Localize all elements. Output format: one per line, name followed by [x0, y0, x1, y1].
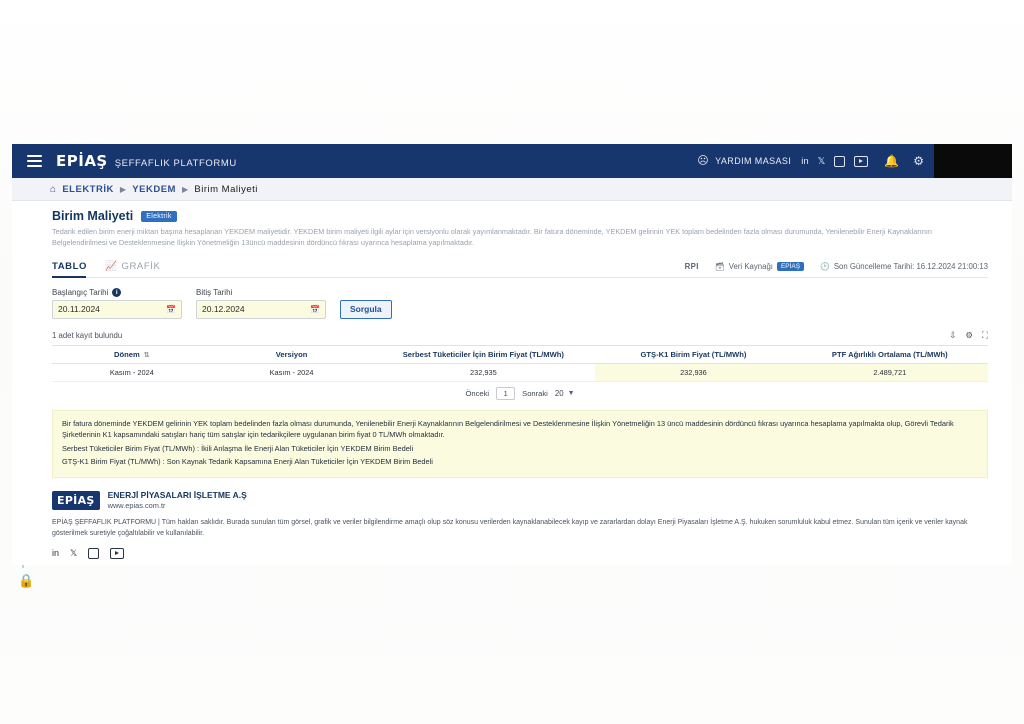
platform-name: ŞEFFAFLIK PLATFORMU	[114, 158, 237, 169]
tab-grafik[interactable]	[105, 261, 160, 272]
footer-company-name: ENERJİ PİYASALARI İŞLETME A.Ş	[107, 489, 247, 500]
record-count: 1 adet kayıt bulundu	[52, 330, 123, 340]
pagination-next[interactable]: Sonraki	[522, 388, 548, 398]
start-date-input[interactable]	[52, 300, 182, 319]
cell-versiyon: Kasım - 2024	[212, 363, 372, 381]
column-donem[interactable]	[52, 345, 212, 363]
help-desk-link[interactable]	[697, 156, 791, 167]
hamburger-icon[interactable]	[16, 155, 52, 167]
cell-donem: Kasım - 2024	[52, 363, 212, 381]
tab-grafik-label: GRAFİK	[121, 260, 161, 272]
data-source-label: Veri Kaynağı	[728, 261, 773, 271]
chevron-down-icon: ▼	[567, 389, 575, 397]
settings-icon[interactable]: ⚙	[965, 329, 974, 340]
data-source-badge: EPİAŞ	[777, 262, 804, 271]
breadcrumb-item-birim-maliyeti: Birim Maliyeti	[194, 183, 258, 195]
status-badge: Elektrik	[141, 211, 176, 222]
sort-icon[interactable]: ⇅	[143, 351, 150, 359]
column-versiyon[interactable]: Versiyon	[212, 345, 372, 363]
tab-tablo[interactable]	[52, 261, 87, 272]
rpi-label[interactable]: RPI	[684, 261, 699, 271]
end-date-value: 20.12.2024	[202, 304, 245, 315]
app-topbar	[12, 144, 1012, 178]
topbar-action-icons	[884, 154, 924, 168]
tabs	[52, 261, 988, 278]
info-icon[interactable]: i	[112, 288, 121, 297]
table-tools	[949, 330, 988, 341]
footer-brand	[52, 490, 988, 511]
footer-url[interactable]: www.epias.com.tr	[107, 501, 166, 511]
start-date-label-row	[52, 288, 182, 297]
query-button[interactable]: Sorgula	[340, 300, 392, 319]
last-update-label: Son Güncelleme Tarihi: 16.12.2024 21:00:13	[833, 261, 988, 271]
note-line-3: GTŞ-K1 Birim Fiyat (TL/MWh) : Son Kaynak Tedarik Kapsamına Enerji Alan Tüketiciler İçin YEKDEM Birim Bedeli	[62, 457, 433, 467]
column-ptf-agirlikli[interactable]: PTF Ağırlıklı Ortalama (TL/MWh)	[792, 345, 988, 363]
breadcrumb-item-elektrik[interactable]: ELEKTRİK	[62, 183, 114, 195]
breadcrumb-separator: ▶	[181, 184, 189, 194]
cell-gts-k1: 232,936	[595, 363, 791, 381]
end-date-label: Bitiş Tarihi	[196, 287, 233, 297]
last-update	[820, 262, 988, 271]
x-twitter-icon[interactable]: 𝕏	[817, 155, 826, 167]
pagination	[52, 387, 988, 400]
footer-legal-text: EPİAŞ ŞEFFAFLIK PLATFORMU | Tüm hakları saklıdır. Burada sunulan tüm görsel, grafik ve veriler bilgilendirme amaçlı olup söz konusu verilerden kaynaklanabilecek kayıp ve zararlardan dolayı Enerji Piyasaları İşletme A.Ş. hukuken sorumluluk kabul etmez. Sunulan tüm içerik ve veriler kaynak gösterilmek suretiyle çoğaltılabilir ve kullanılabilir.	[52, 519, 968, 538]
download-icon[interactable]: ⇩	[949, 329, 957, 340]
calendar-icon[interactable]: 📅	[310, 304, 320, 314]
column-serbest-tuketiciler[interactable]: Serbest Tüketiciler İçin Birim Fiyat (TL/MWh)	[371, 345, 595, 363]
instagram-icon[interactable]	[88, 548, 99, 559]
column-donem-label: Dönem	[114, 349, 140, 359]
help-desk-label: YARDIM MASASI	[715, 156, 792, 166]
instagram-icon[interactable]	[834, 156, 845, 167]
youtube-icon[interactable]	[110, 548, 124, 559]
topbar-right	[697, 144, 1012, 178]
clock-icon: 🕑	[820, 261, 830, 271]
linkedin-icon[interactable]: in	[52, 548, 60, 559]
home-icon[interactable]: ⌂	[50, 183, 57, 195]
page-size-value: 20	[554, 388, 564, 398]
filters	[52, 288, 988, 319]
start-date-label: Başlangıç Tarihi	[52, 287, 109, 297]
breadcrumb	[12, 178, 1012, 201]
database-icon: 🗃	[714, 261, 725, 271]
epias-logo: EPİAŞ	[56, 152, 108, 170]
note-line-2: Serbest Tüketiciler Birim Fiyat (TL/MWh) : İkili Anlaşma İle Enerji Alan Tüketiciler İçin YEKDEM Birim Bedeli	[62, 443, 414, 453]
topbar-social-links	[801, 156, 868, 167]
footer-logo: EPİAŞ	[52, 491, 100, 510]
end-date-label-row	[196, 288, 326, 297]
end-date-input[interactable]	[196, 300, 326, 319]
breadcrumb-item-yekdem[interactable]: YEKDEM	[132, 183, 176, 195]
pagination-current-page[interactable]: 1	[496, 387, 515, 400]
headset-icon: ☹	[697, 154, 710, 167]
notification-bell-icon[interactable]: 🔔	[884, 154, 900, 168]
column-gts-k1[interactable]: GTŞ-K1 Birim Fiyat (TL/MWh)	[595, 345, 791, 363]
calendar-icon[interactable]: 📅	[166, 304, 176, 314]
epias-app-window	[12, 144, 1012, 559]
cell-serbest-tuketiciler: 232,935	[371, 363, 595, 381]
table-header-row	[52, 345, 988, 363]
page-size-select[interactable]	[555, 389, 575, 398]
title-row	[52, 209, 988, 223]
page-description: Tedarik edilen birim enerji miktarı başına hesaplanan YEKDEM maliyetidir. YEKDEM birim maliyeti ilgili aylar için versiyonlu olarak yayımlanmaktadır. Bir fatura döneminde, YEKDEM gelirinin YEK toplam bedelinden fazla olması durumunda, Yenilenebilir Enerji Kaynaklarının Belgelendirilmesi ve Desteklenmesine İlişkin Yönetmeliğin 13üncü maddesinin dördüncü fıkrası uyarınca hesaplama yapılmaktadır.	[52, 227, 932, 247]
start-date-value: 20.11.2024	[58, 304, 100, 315]
data-source	[715, 262, 804, 271]
note-paragraph-1: Bir fatura döneminde YEKDEM gelirinin YEK toplam bedelinden fazla olması durumunda, Yenilenebilir Enerji Kaynaklarının Belgelendirilmesi ve Desteklenmesine İlişkin Yönetmeliğin 13 üncü maddesinin dördüncü fıkrası uyarınca hesaplama yapılmakta olup, Görevli Tedarik Şirketlerinin K1 kapsamındaki satışları hariç tüm satışlar için tedarikçilere uygulanan birim fiyat 0 TL/MWh olmaktadır.	[62, 418, 954, 440]
footer-company-block	[108, 490, 247, 511]
x-twitter-icon[interactable]: 𝕏	[70, 547, 78, 558]
end-date-field	[196, 288, 326, 319]
page-content	[12, 201, 1012, 565]
settings-gear-icon[interactable]: ⚙	[913, 154, 924, 168]
footer-social-links	[52, 548, 988, 559]
birim-maliyeti-table	[52, 345, 988, 382]
page-title: Birim Maliyeti	[52, 209, 134, 223]
tab-tablo-label: TABLO	[52, 260, 88, 272]
scan-artifact-block	[934, 144, 1012, 178]
youtube-icon[interactable]	[854, 156, 868, 167]
record-count-row	[52, 330, 988, 341]
cell-ptf-agirlikli: 2.489,721	[792, 363, 988, 381]
footer	[52, 490, 988, 567]
table-row[interactable]	[52, 363, 988, 381]
start-date-field	[52, 288, 182, 319]
fullscreen-icon[interactable]: ⛶	[982, 329, 988, 340]
tabs-right-info	[685, 262, 988, 271]
breadcrumb-separator: ▶	[119, 184, 127, 194]
lock-icon: 🔒	[18, 573, 35, 588]
brand[interactable]	[56, 152, 237, 170]
chart-icon: 📈	[105, 260, 118, 272]
pagination-prev[interactable]: Önceki	[465, 388, 490, 398]
info-note	[52, 410, 988, 478]
linkedin-icon[interactable]: in	[801, 155, 809, 167]
